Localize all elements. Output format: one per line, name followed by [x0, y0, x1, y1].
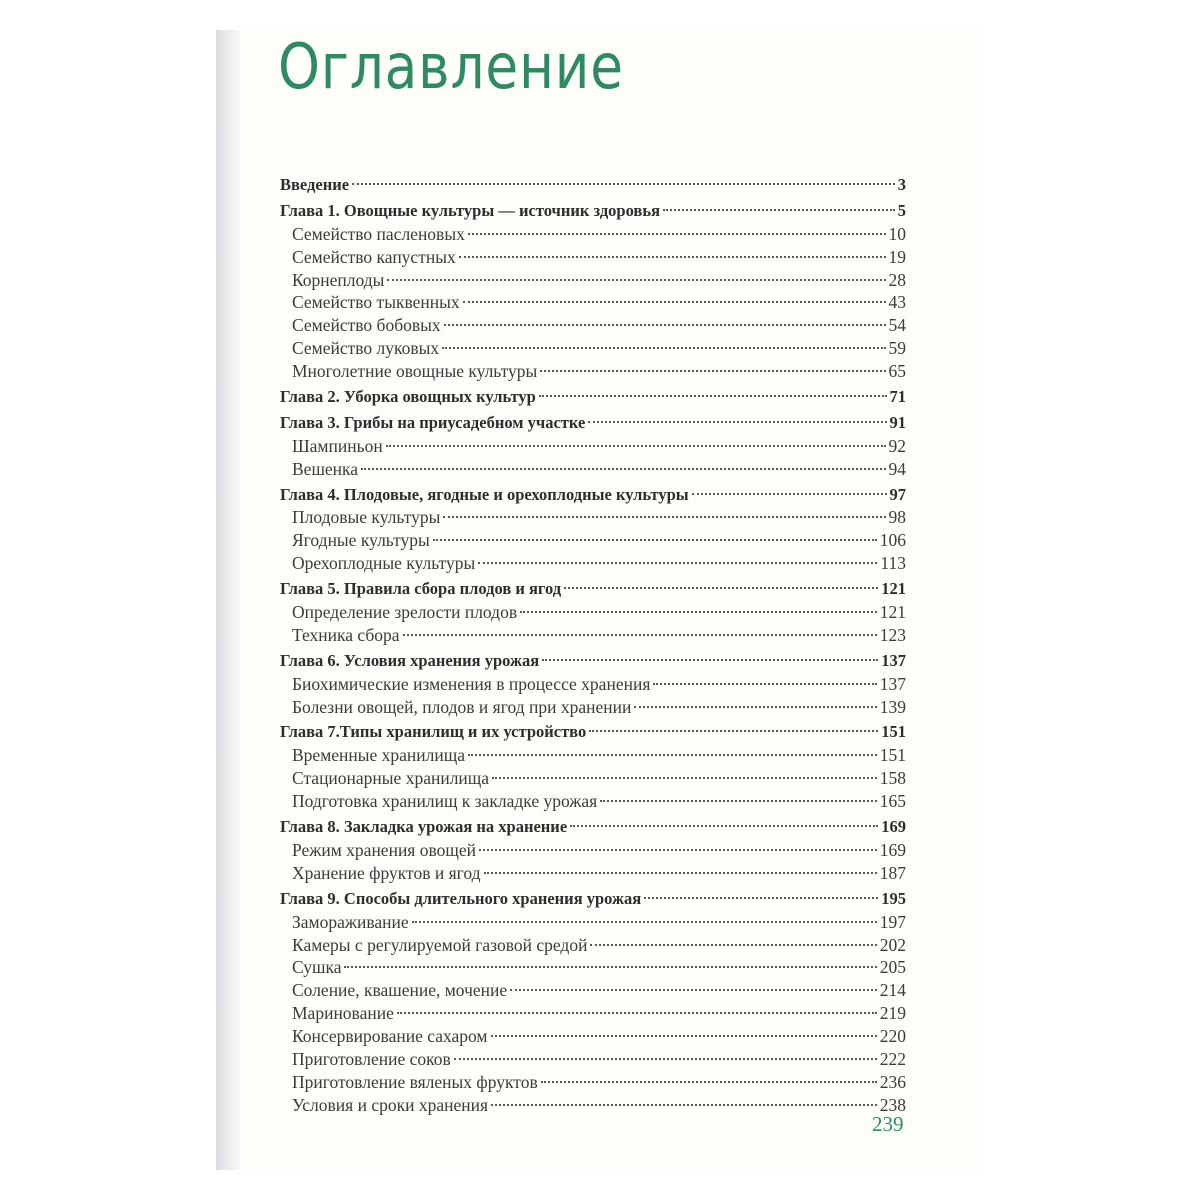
toc-section-row [280, 506, 906, 529]
toc-entry-title: Глава 7.Типы хранилищ и их устройство [280, 722, 587, 742]
toc-dot-leader [403, 634, 877, 636]
toc-dot-leader [588, 421, 886, 423]
toc-dot-leader [539, 395, 887, 397]
toc-page-number: 10 [888, 223, 906, 244]
toc-page-number: 98 [888, 507, 906, 528]
toc-dot-leader [542, 659, 878, 661]
toc-entry-title: Определение зрелости плодов [292, 602, 518, 623]
toc-chapter-row [280, 386, 906, 409]
toc-dot-leader [344, 966, 876, 968]
toc-dot-leader [442, 347, 885, 349]
toc-page-number: 222 [879, 1048, 906, 1069]
toc-page-number: 202 [879, 934, 906, 955]
toc-entry-title: Семейство пасленовых [292, 223, 465, 244]
toc-entry-title: Стационарные хранилища [292, 768, 490, 789]
toc-dot-leader [663, 209, 895, 211]
toc-dot-leader [570, 825, 878, 827]
toc-dot-leader [361, 468, 885, 470]
toc-entry-title: Хранение фруктов и ягод [292, 862, 481, 883]
toc-page-number: 123 [879, 624, 906, 645]
toc-page-number: 151 [881, 722, 906, 742]
toc-section-row [280, 673, 906, 696]
toc-page-number: 187 [879, 862, 906, 883]
toc-entry-title: Маринование [292, 1003, 394, 1024]
toc-dot-leader [433, 539, 877, 541]
toc-page-number: 113 [880, 553, 906, 574]
toc-dot-leader [644, 897, 878, 899]
toc-entry-title: Условия и сроки хранения [292, 1094, 489, 1115]
toc-entry-title: Приготовление вяленых фруктов [292, 1071, 538, 1092]
toc-dot-leader [468, 754, 877, 756]
toc-page-number: 91 [889, 412, 906, 432]
toc-section-row [280, 862, 906, 885]
toc-page-number: 169 [881, 817, 906, 837]
toc-page-number: 71 [889, 387, 906, 407]
page-number: 239 [872, 1112, 904, 1136]
toc-entry-title: Болезни овощей, плодов и ягод при хранении [292, 696, 632, 717]
toc-page-number: 205 [879, 957, 906, 978]
toc-section-row [280, 552, 906, 575]
toc-page-number: 195 [881, 888, 906, 908]
toc-section-row [280, 1025, 906, 1048]
toc-section-row [280, 911, 906, 934]
toc-chapter-row [280, 816, 906, 839]
toc-dot-leader [484, 872, 877, 874]
toc-entry-title: Консервирование сахаром [292, 1026, 488, 1047]
toc-page-number: 121 [881, 579, 906, 599]
toc-entry-title: Глава 3. Грибы на приусадебном участке [280, 412, 586, 432]
toc-entry-title: Глава 8. Закладка урожая на хранение [280, 817, 568, 837]
toc-entry-title: Глава 6. Условия хранения урожая [280, 650, 540, 670]
toc-entry-title: Сушка [292, 957, 342, 978]
toc-entry-title: Шампиньон [292, 435, 383, 456]
toc-page-number: 59 [888, 338, 906, 359]
toc-chapter-row [280, 578, 906, 601]
toc-section-row [280, 360, 906, 383]
toc-dot-leader [564, 587, 878, 589]
toc-entry-title: Приготовление соков [292, 1048, 451, 1069]
toc-page-number: 28 [888, 269, 906, 290]
toc-chapter-row [280, 650, 906, 673]
toc-page-number: 214 [879, 980, 906, 1001]
toc-section-row [280, 624, 906, 647]
toc-dot-leader [653, 683, 876, 685]
toc-page-number: 137 [881, 650, 906, 670]
toc-section-row [280, 1071, 906, 1094]
toc-dot-leader [491, 1104, 877, 1106]
toc-entry-title: Глава 4. Плодовые, ягодные и орехоплодные культуры [280, 484, 689, 504]
toc-page-number: 65 [888, 361, 906, 382]
toc-entry-title: Семейство луковых [292, 338, 440, 359]
toc-entry-title: Камеры с регулируемой газовой средой [292, 934, 588, 955]
toc-entry-title: Орехоплодные культуры [292, 553, 476, 574]
toc-section-row [280, 291, 906, 314]
toc-dot-leader [540, 370, 885, 372]
toc-section-row [280, 601, 906, 624]
toc-page-number: 97 [889, 484, 906, 504]
toc-dot-leader [589, 730, 878, 732]
toc-page-number: 137 [879, 673, 906, 694]
table-of-contents [280, 174, 906, 1117]
toc-dot-leader [412, 921, 877, 923]
page-title: Оглавление [278, 30, 624, 103]
toc-section-row [280, 458, 906, 481]
toc-dot-leader [510, 989, 877, 991]
toc-page-number: 165 [879, 791, 906, 812]
toc-dot-leader [444, 324, 886, 326]
toc-dot-leader [386, 445, 886, 447]
toc-section-row [280, 1094, 906, 1117]
toc-entry-title: Подготовка хранилищ к закладке урожая [292, 791, 598, 812]
toc-entry-title: Семейство тыквенных [292, 292, 460, 313]
toc-entry-title: Введение [280, 175, 350, 194]
toc-entry-title: Глава 9. Способы длительного хранения урожая [280, 888, 642, 908]
toc-dot-leader [454, 1058, 877, 1060]
toc-page-number: 54 [888, 315, 906, 336]
toc-entry-title: Вешенка [292, 458, 359, 479]
toc-dot-leader [478, 562, 877, 564]
toc-dot-leader [600, 800, 877, 802]
toc-page-number: 106 [879, 530, 906, 551]
toc-entry-title: Временные хранилища [292, 745, 466, 766]
toc-dot-leader [443, 516, 885, 518]
toc-entry-title: Ягодные культуры [292, 530, 430, 551]
toc-page-number: 238 [879, 1094, 906, 1115]
toc-section-row [280, 979, 906, 1002]
toc-dot-leader [459, 256, 886, 258]
toc-page-number: 197 [879, 911, 906, 932]
toc-section-row [280, 246, 906, 269]
toc-page-number: 3 [897, 175, 906, 194]
toc-entry-title: Биохимические изменения в процессе хранения [292, 673, 651, 694]
toc-chapter-row [280, 484, 906, 507]
toc-entry-title: Техника сбора [292, 624, 400, 645]
toc-dot-leader [479, 849, 877, 851]
toc-dot-leader [397, 1012, 877, 1014]
toc-page-number: 94 [888, 458, 906, 479]
toc-section-row [280, 934, 906, 957]
toc-entry-title: Глава 1. Овощные культуры — источник здоровья [280, 200, 660, 220]
toc-dot-leader [387, 279, 885, 281]
page-spine-shadow [216, 30, 240, 1170]
toc-chapter-row [280, 721, 906, 744]
toc-chapter-row [280, 200, 906, 223]
toc-dot-leader [463, 301, 886, 303]
toc-section-row [280, 269, 906, 292]
toc-page-number: 169 [879, 839, 906, 860]
toc-section-row [280, 223, 906, 246]
toc-entry-title: Семейство капустных [292, 246, 456, 267]
toc-section-row [280, 696, 906, 719]
toc-section-row [280, 529, 906, 552]
toc-chapter-row [280, 888, 906, 911]
toc-page-number: 19 [888, 246, 906, 267]
toc-section-row [280, 314, 906, 337]
toc-section-row [280, 435, 906, 458]
toc-dot-leader [541, 1081, 877, 1083]
toc-page-number: 121 [879, 602, 906, 623]
toc-page-number: 219 [879, 1003, 906, 1024]
book-page [216, 30, 984, 1170]
toc-dot-leader [692, 493, 887, 495]
toc-page-number: 236 [879, 1071, 906, 1092]
toc-dot-leader [590, 944, 876, 946]
toc-section-row [280, 1002, 906, 1025]
toc-entry-title: Плодовые культуры [292, 507, 441, 528]
toc-section-row [280, 839, 906, 862]
toc-section-row [280, 337, 906, 360]
toc-page-number: 43 [888, 292, 906, 313]
toc-dot-leader [468, 233, 886, 235]
toc-section-row [280, 790, 906, 813]
toc-dot-leader [634, 706, 876, 708]
toc-chapter-row [280, 412, 906, 435]
toc-page-number: 158 [879, 768, 906, 789]
toc-entry-title: Соление, квашение, мочение [292, 980, 508, 1001]
toc-dot-leader [520, 611, 877, 613]
toc-page-number: 139 [879, 696, 906, 717]
toc-entry-title: Режим хранения овощей [292, 839, 476, 860]
toc-page-number: 151 [879, 745, 906, 766]
toc-dot-leader [492, 777, 877, 779]
toc-entry-title: Глава 5. Правила сбора плодов и ягод [280, 579, 562, 599]
toc-page-number: 220 [879, 1026, 906, 1047]
toc-entry-title: Семейство бобовых [292, 315, 441, 336]
toc-section-row [280, 956, 906, 979]
toc-entry-title: Многолетние овощные культуры [292, 361, 538, 382]
toc-section-row [280, 1048, 906, 1071]
toc-entry-title: Глава 2. Уборка овощных культур [280, 387, 536, 407]
toc-entry-title: Замораживание [292, 911, 409, 932]
toc-section-row [280, 744, 906, 767]
toc-section-row [280, 767, 906, 790]
toc-entry-title: Корнеплоды [292, 269, 385, 290]
toc-page-number: 92 [888, 435, 906, 456]
toc-dot-leader [352, 183, 895, 185]
toc-dot-leader [491, 1035, 877, 1037]
toc-page-number: 5 [897, 200, 906, 220]
toc-chapter-row [280, 174, 906, 197]
